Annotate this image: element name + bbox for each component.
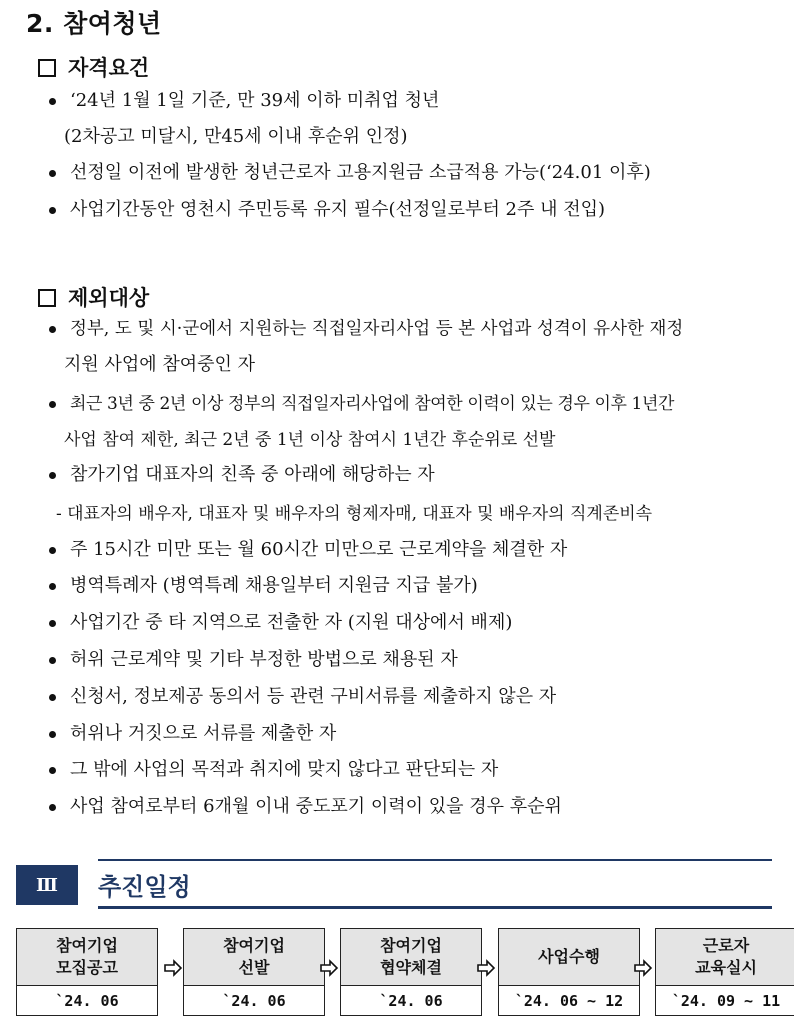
list-item	[45, 685, 780, 709]
bullet-dot-icon	[49, 170, 56, 177]
bullet-dot-icon	[49, 547, 56, 554]
list-item	[45, 198, 780, 222]
list-item	[45, 574, 780, 598]
list-item-text: 사업기간 중 타 지역으로 전출한 자 (지원 대상에서 배제)	[70, 612, 513, 633]
list-item-text: 사업기간동안 영천시 주민등록 유지 필수(선정일로부터 2주 내 전입)	[70, 199, 606, 220]
qualifications-heading	[38, 52, 149, 82]
qualifications-heading-label: 자격요건	[68, 56, 150, 80]
schedule-step-label: 참여기업 협약체결	[341, 929, 481, 986]
bullet-dot-icon	[49, 583, 56, 590]
list-item-continuation: 사업 참여 제한, 최근 2년 중 1년 이상 참여시 1년간 후순위로 선발	[64, 430, 556, 450]
phase-header	[14, 855, 772, 911]
list-item-text: 정부, 도 및 시·군에서 지원하는 직접일자리사업 등 본 사업과 성격이 유사한 재정	[70, 319, 684, 339]
phase-number-badge: Ⅲ	[16, 865, 78, 905]
empty-square-icon	[38, 289, 56, 307]
phase-rule-bottom	[98, 906, 772, 909]
phase-title: 추진일정	[98, 873, 191, 901]
hollow-right-arrow-icon	[319, 958, 339, 978]
hollow-right-arrow-icon	[476, 958, 496, 978]
list-item	[45, 161, 780, 185]
bullet-dot-icon	[49, 657, 56, 664]
list-item-text: 병역특례자 (병역특례 채용일부터 지원금 지급 불가)	[70, 575, 478, 596]
bullet-dot-icon	[49, 98, 56, 105]
list-item-text: 사업 참여로부터 6개월 이내 중도포기 이력이 있을 경우 후순위	[70, 796, 562, 817]
list-item-text: 참가기업 대표자의 친족 중 아래에 해당하는 자	[70, 464, 435, 485]
schedule-step-label: 참여기업 모집공고	[17, 929, 157, 986]
schedule-step-date: `24. 06	[379, 991, 443, 1010]
hollow-right-arrow-icon	[633, 958, 653, 978]
list-item-text: 선정일 이전에 발생한 청년근로자 고용지원금 소급적용 가능(‘24.01 이후)	[70, 162, 651, 183]
list-item	[45, 648, 780, 672]
empty-square-icon	[38, 59, 56, 77]
bullet-dot-icon	[49, 207, 56, 214]
bullet-dot-icon	[49, 401, 56, 408]
list-item-continuation: 지원 사업에 참여중인 자	[64, 354, 256, 375]
phase-rule-top	[98, 859, 772, 861]
list-item	[45, 392, 780, 416]
schedule-step	[655, 928, 794, 1016]
bullet-dot-icon	[49, 620, 56, 627]
bullet-dot-icon	[49, 694, 56, 701]
list-item	[45, 317, 780, 341]
list-item	[45, 611, 780, 635]
bullet-dot-icon	[49, 326, 56, 333]
list-item-text: 허위 근로계약 및 기타 부정한 방법으로 채용된 자	[70, 649, 458, 670]
list-item	[45, 795, 780, 819]
schedule-step-label: 근로자 교육실시	[656, 929, 794, 986]
schedule-step-label: 사업수행	[499, 929, 639, 986]
exclusions-heading-label: 제외대상	[68, 286, 150, 310]
list-item-text: 허위나 거짓으로 서류를 제출한 자	[70, 723, 337, 744]
list-item	[45, 758, 780, 782]
bullet-dot-icon	[49, 472, 56, 479]
list-item-text: 신청서, 정보제공 동의서 등 관련 구비서류를 제출하지 않은 자	[70, 686, 557, 707]
list-item-text: 그 밖에 사업의 목적과 취지에 맞지 않다고 판단되는 자	[70, 759, 499, 780]
hollow-right-arrow-icon	[163, 958, 183, 978]
list-item	[45, 89, 780, 113]
list-item-continuation: (2차공고 미달시, 만45세 이내 후순위 인정)	[64, 126, 408, 147]
list-item-text: 주 15시간 미만 또는 월 60시간 미만으로 근로계약을 체결한 자	[70, 539, 568, 560]
schedule-step	[498, 928, 640, 1016]
list-item	[45, 722, 780, 746]
section-title: 2. 참여청년	[26, 9, 162, 38]
list-item	[45, 463, 780, 487]
bullet-dot-icon	[49, 804, 56, 811]
schedule-step-date: `24. 06 ~ 12	[514, 991, 624, 1010]
schedule-step-label: 참여기업 선발	[184, 929, 324, 986]
list-item-subnote: - 대표자의 배우자, 대표자 및 배우자의 형제자매, 대표자 및 배우자의 직계존비속	[56, 504, 653, 524]
schedule-step	[340, 928, 482, 1016]
list-item	[45, 538, 780, 562]
list-item-text: 최근 3년 중 2년 이상 정부의 직접일자리사업에 참여한 이력이 있는 경우 이후 1년간	[70, 394, 674, 414]
bullet-dot-icon	[49, 731, 56, 738]
bullet-dot-icon	[49, 767, 56, 774]
schedule-step-date: `24. 09 ~ 11	[671, 991, 781, 1010]
schedule-step-date: `24. 06	[55, 991, 119, 1010]
schedule-step	[16, 928, 158, 1016]
exclusions-heading	[38, 282, 149, 312]
schedule-step-date: `24. 06	[222, 991, 286, 1010]
schedule-step	[183, 928, 325, 1016]
list-item-text: ‘24년 1월 1일 기준, 만 39세 이하 미취업 청년	[70, 90, 440, 111]
